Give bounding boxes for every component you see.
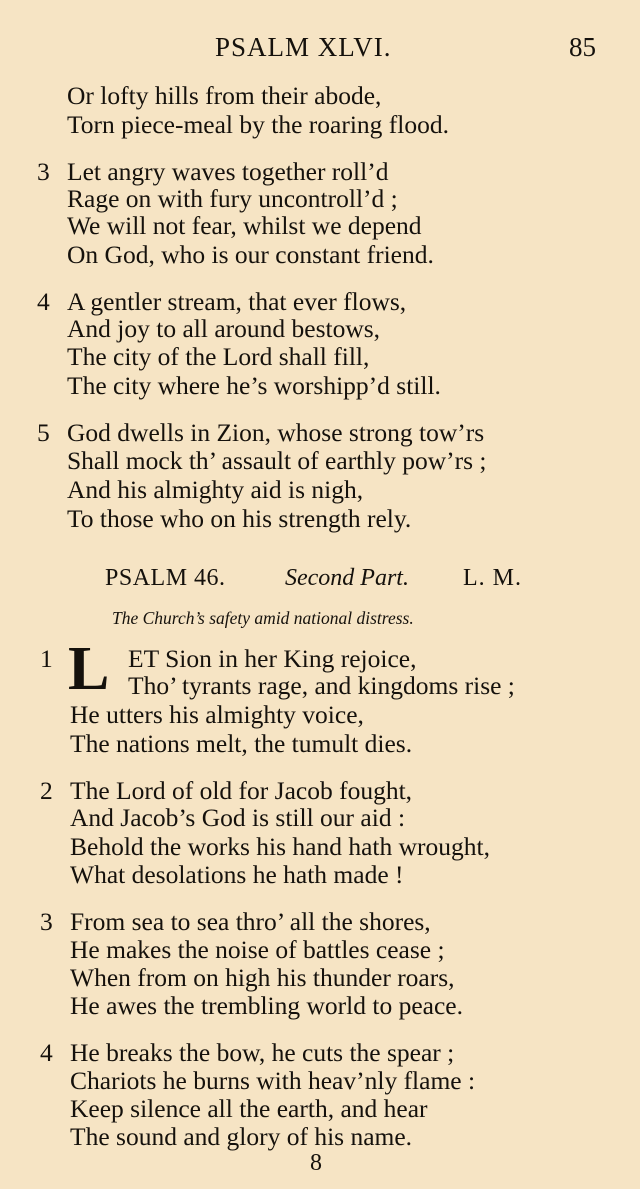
page-number: 85 <box>569 32 596 62</box>
verse-line: Behold the works his hand hath wrought, <box>70 832 490 861</box>
verse-line: Shall mock th’ assault of earthly pow’rs ; <box>67 446 487 475</box>
verse-line: He awes the trembling world to peace. <box>70 991 463 1020</box>
psalm-part: Second Part. <box>285 565 409 591</box>
verse-line: Chariots he burns with heav’nly flame : <box>70 1066 476 1095</box>
stanza-number: 4 <box>37 287 50 316</box>
verse-line: To those who on his strength rely. <box>67 504 412 533</box>
verse-line: The city of the Lord shall fill, <box>67 342 370 371</box>
verse-line: Torn piece-meal by the roaring flood. <box>67 110 449 139</box>
verse-line: Let angry waves together roll’d <box>67 157 389 186</box>
verse-line: The Lord of old for Jacob fought, <box>70 776 413 805</box>
stanza-number: 4 <box>40 1038 53 1067</box>
verse-line: Tho’ tyrants rage, and kingdoms rise ; <box>128 671 515 700</box>
psalm-meter: L. M. <box>463 565 522 591</box>
running-head <box>0 28 640 68</box>
stanza-number: 3 <box>40 907 53 936</box>
stanza-number: 1 <box>40 644 53 673</box>
signature-mark: 8 <box>310 1150 322 1176</box>
running-title: PSALM XLVI. <box>215 32 392 62</box>
verse-line: ET Sion in her King rejoice, <box>128 644 417 673</box>
verse-line: Or lofty hills from their abode, <box>67 81 382 110</box>
verse-line: The city where he’s worshipp’d still. <box>67 371 441 400</box>
verse-line: From sea to sea thro’ all the shores, <box>70 907 431 936</box>
verse-line: We will not fear, whilst we depend <box>67 211 422 240</box>
verse-line: He breaks the bow, he cuts the spear ; <box>70 1038 455 1067</box>
verse-line: What desolations he hath made ! <box>70 860 404 889</box>
verse-line: He utters his almighty voice, <box>70 700 364 729</box>
verse-line: The sound and glory of his name. <box>70 1122 413 1151</box>
verse-line: Keep silence all the earth, and hear <box>70 1094 428 1123</box>
stanza-number: 3 <box>37 157 50 186</box>
verse-line: And Jacob’s God is still our aid : <box>70 803 406 832</box>
psalm-title: PSALM 46. <box>105 565 226 591</box>
verse-line: Rage on with fury uncontroll’d ; <box>67 184 398 213</box>
drop-cap: L <box>68 635 110 703</box>
verse-line: On God, who is our constant friend. <box>67 240 434 269</box>
verse-line: He makes the noise of battles cease ; <box>70 935 445 964</box>
psalm-heading <box>0 565 640 599</box>
verse-line: A gentler stream, that ever flows, <box>67 287 407 316</box>
verse-line: The nations melt, the tumult dies. <box>70 729 413 758</box>
verse-line: When from on high his thunder roars, <box>70 963 455 992</box>
stanza-number: 5 <box>37 418 50 447</box>
stanza-number: 2 <box>40 776 53 805</box>
psalm-subtitle: The Church’s safety amid national distress. <box>112 608 414 628</box>
verse-line: And his almighty aid is nigh, <box>67 475 364 504</box>
verse-line: God dwells in Zion, whose strong tow’rs <box>67 418 485 447</box>
verse-line: And joy to all around bestows, <box>67 314 381 343</box>
